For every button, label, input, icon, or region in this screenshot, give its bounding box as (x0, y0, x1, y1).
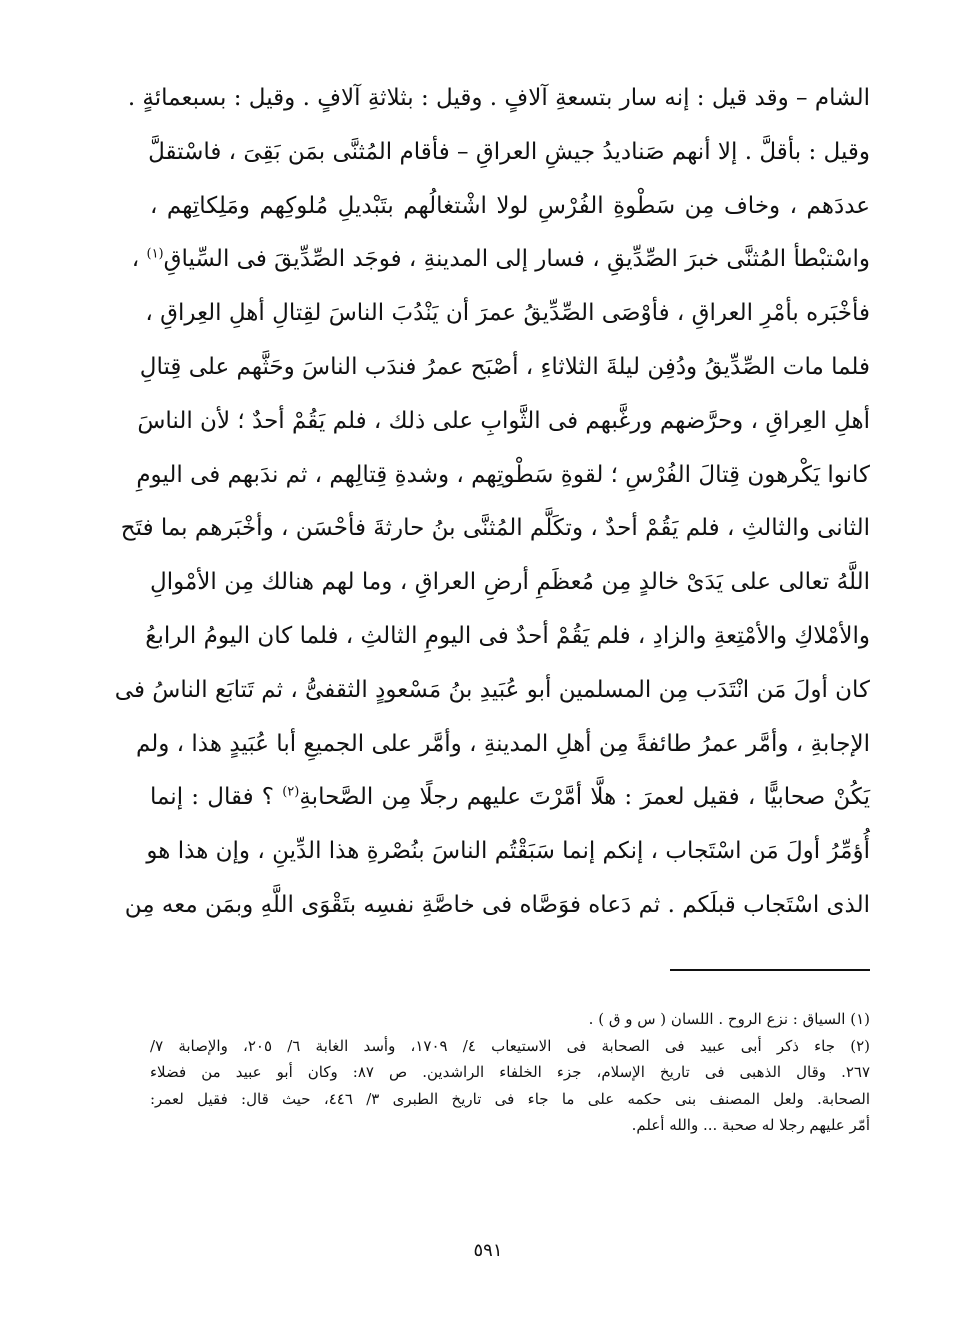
text-line-7: أهلِ العِراقِ ، وحرَّضهم ورغَّبهم فى الثَّوابِ على ذلك ، فلم يَقُمْ أحدٌ ؛ لأن الناسَ (137, 407, 870, 434)
text-line-14-head: يَكُنْ صحابيًّا ، فقيل لعمرَ : هلَّا أمَّرْتَ عليهم رجلًا مِن الصَّحابةِ (299, 784, 871, 811)
text-line-1: الشام – وقد قيل : إنه سار بتسعةِ آلافٍ . وقيل : بثلاثةِ آلافٍ . وقيل : بسبعمائةٍ . (127, 85, 870, 111)
footnote-1: (١) السياق : نزع الروح . اللسان ( س و ق ) . (588, 1010, 870, 1028)
text-line-10: اللَّهُ تعالى على يَدَىْ خالدٍ مِن مُعظَمِ أرضِ العراقِ ، وما لهم هنالك مِن الأمْوالِ (150, 569, 870, 596)
text-line-16: الذى اسْتَجاب قبلَكم . ثم دَعاه فوَصَّاه فى خاصَّةِ نفسِه بتَقْوَى اللَّهِ وبمَن معه مِن (124, 891, 870, 918)
text-line-14-tail: ؟ فقال : إنما (150, 784, 274, 811)
text-line-11: والأمْلاكِ والأمْتِعةِ والزادِ ، فلم يَقُمْ أحدٌ فى اليومِ الثالثِ ، فلما كان اليومُ الرابعُ (145, 622, 870, 649)
text-line-14 (150, 771, 870, 825)
page-number: ٥٩١ (473, 1240, 503, 1261)
footnote-ref-2: (٢) (282, 784, 300, 800)
footnote-2-line-2: ٢٦٧. وقال الذهبى فى تاريخ الإسلام، جزء الخلفاء الراشدين. ص ٨٧: وكان أبو عبيد من فضلاء (150, 1063, 871, 1081)
text-line-5: فأخْبَره بأمْرِ العراقِ ، فأوْصَى الصِّدِّيقُ عمرَ أن يَنْدُبَ الناسَ لقِتالِ أهلِ العِراقِ ، (145, 300, 870, 327)
text-line-8: كانوا يَكْرهون قِتالَ الفُرْسِ ؛ لقوةِ سَطْوتِهم ، وشدةِ قِتالِهم ، ثم ندَبهم فى اليومِ (136, 461, 870, 488)
footnotes (150, 1006, 870, 1139)
text-line-12: كان أولَ مَن انْتَدَب مِن المسلمين أبو عُبَيدِ بنُ مَسْعودٍ الثقفىُّ ، ثم تَتابَع الناسُ فى (114, 676, 870, 703)
text-line-4-main: واسْتبْطأ المُثنَّى خبرَ الصِّدِّيقِ ، فسار إلى المدينةِ ، فوجَد الصِّدِّيقَ فى السِّياقِ (163, 246, 870, 273)
text-line-3: عددَهم ، وخاف مِن سَطْوةِ الفُرْسِ لولا اشْتغالُهم بتَبْديلِ مُلوكِهم ومَلِكاتِهم ، (150, 192, 870, 219)
footnote-2-line-3: الصحابة. ولعل المصنف بنى حكمه على ما جاء فى تاريخ الطبرى ٣/ ٤٤٦، حيث قال: فقيل لعمر: (150, 1089, 871, 1108)
text-line-9: الثانى والثالثِ ، فلم يَقُمْ أحدٌ ، وتكَلَّم المُثنَّى بنُ حارثةَ فأحْسَن ، وأخْبَرهم بما فتَح (120, 515, 870, 542)
footnote-2-line-4: أمّر عليهم رجلا له صحبة ... والله أعلم. (631, 1116, 870, 1134)
footnote-2-line-1: (٢) جاء ذكر أبى عبيد فى الصحابة فى الاستيعاب ٤/ ١٧٠٩، وأسد الغابة ٦/ ٢٠٥، والإصابة ٧/ (150, 1036, 870, 1055)
footnote-ref-1: (١) (146, 246, 164, 262)
main-text (114, 72, 871, 933)
text-line-13: الإجابةِ ، وأمَّر عمرُ طائفةً مِن أهلِ المدينةِ ، وأمَّر على الجميعِ أبا عُبَيدٍ هذا ، ولم (135, 730, 870, 757)
text-line-6: فلما مات الصِّدِّيقُ ودُفِن ليلةَ الثلاثاءِ ، أصْبَح عمرُ فندَب الناسَ وحَثَّهم على قِتالِ (139, 353, 870, 380)
text-line-4 (131, 233, 870, 287)
text-line-15: أُؤمِّرُ أولَ مَن اسْتَجاب ، إنكم إنما سَبَقْتُم الناسَ بنُصْرةِ هذا الدِّينِ ، وإن هذا هو (146, 838, 870, 865)
text-line-4-tail: ، (131, 246, 140, 273)
text-line-2: وقيل : بأقلَّ . إلا أنهم صَناديدُ جيشِ العراقِ – فأقام المُثنَّى بمَن بَقِىَ ، فاسْتقلَّ (148, 138, 870, 165)
footnote-separator (670, 969, 870, 971)
